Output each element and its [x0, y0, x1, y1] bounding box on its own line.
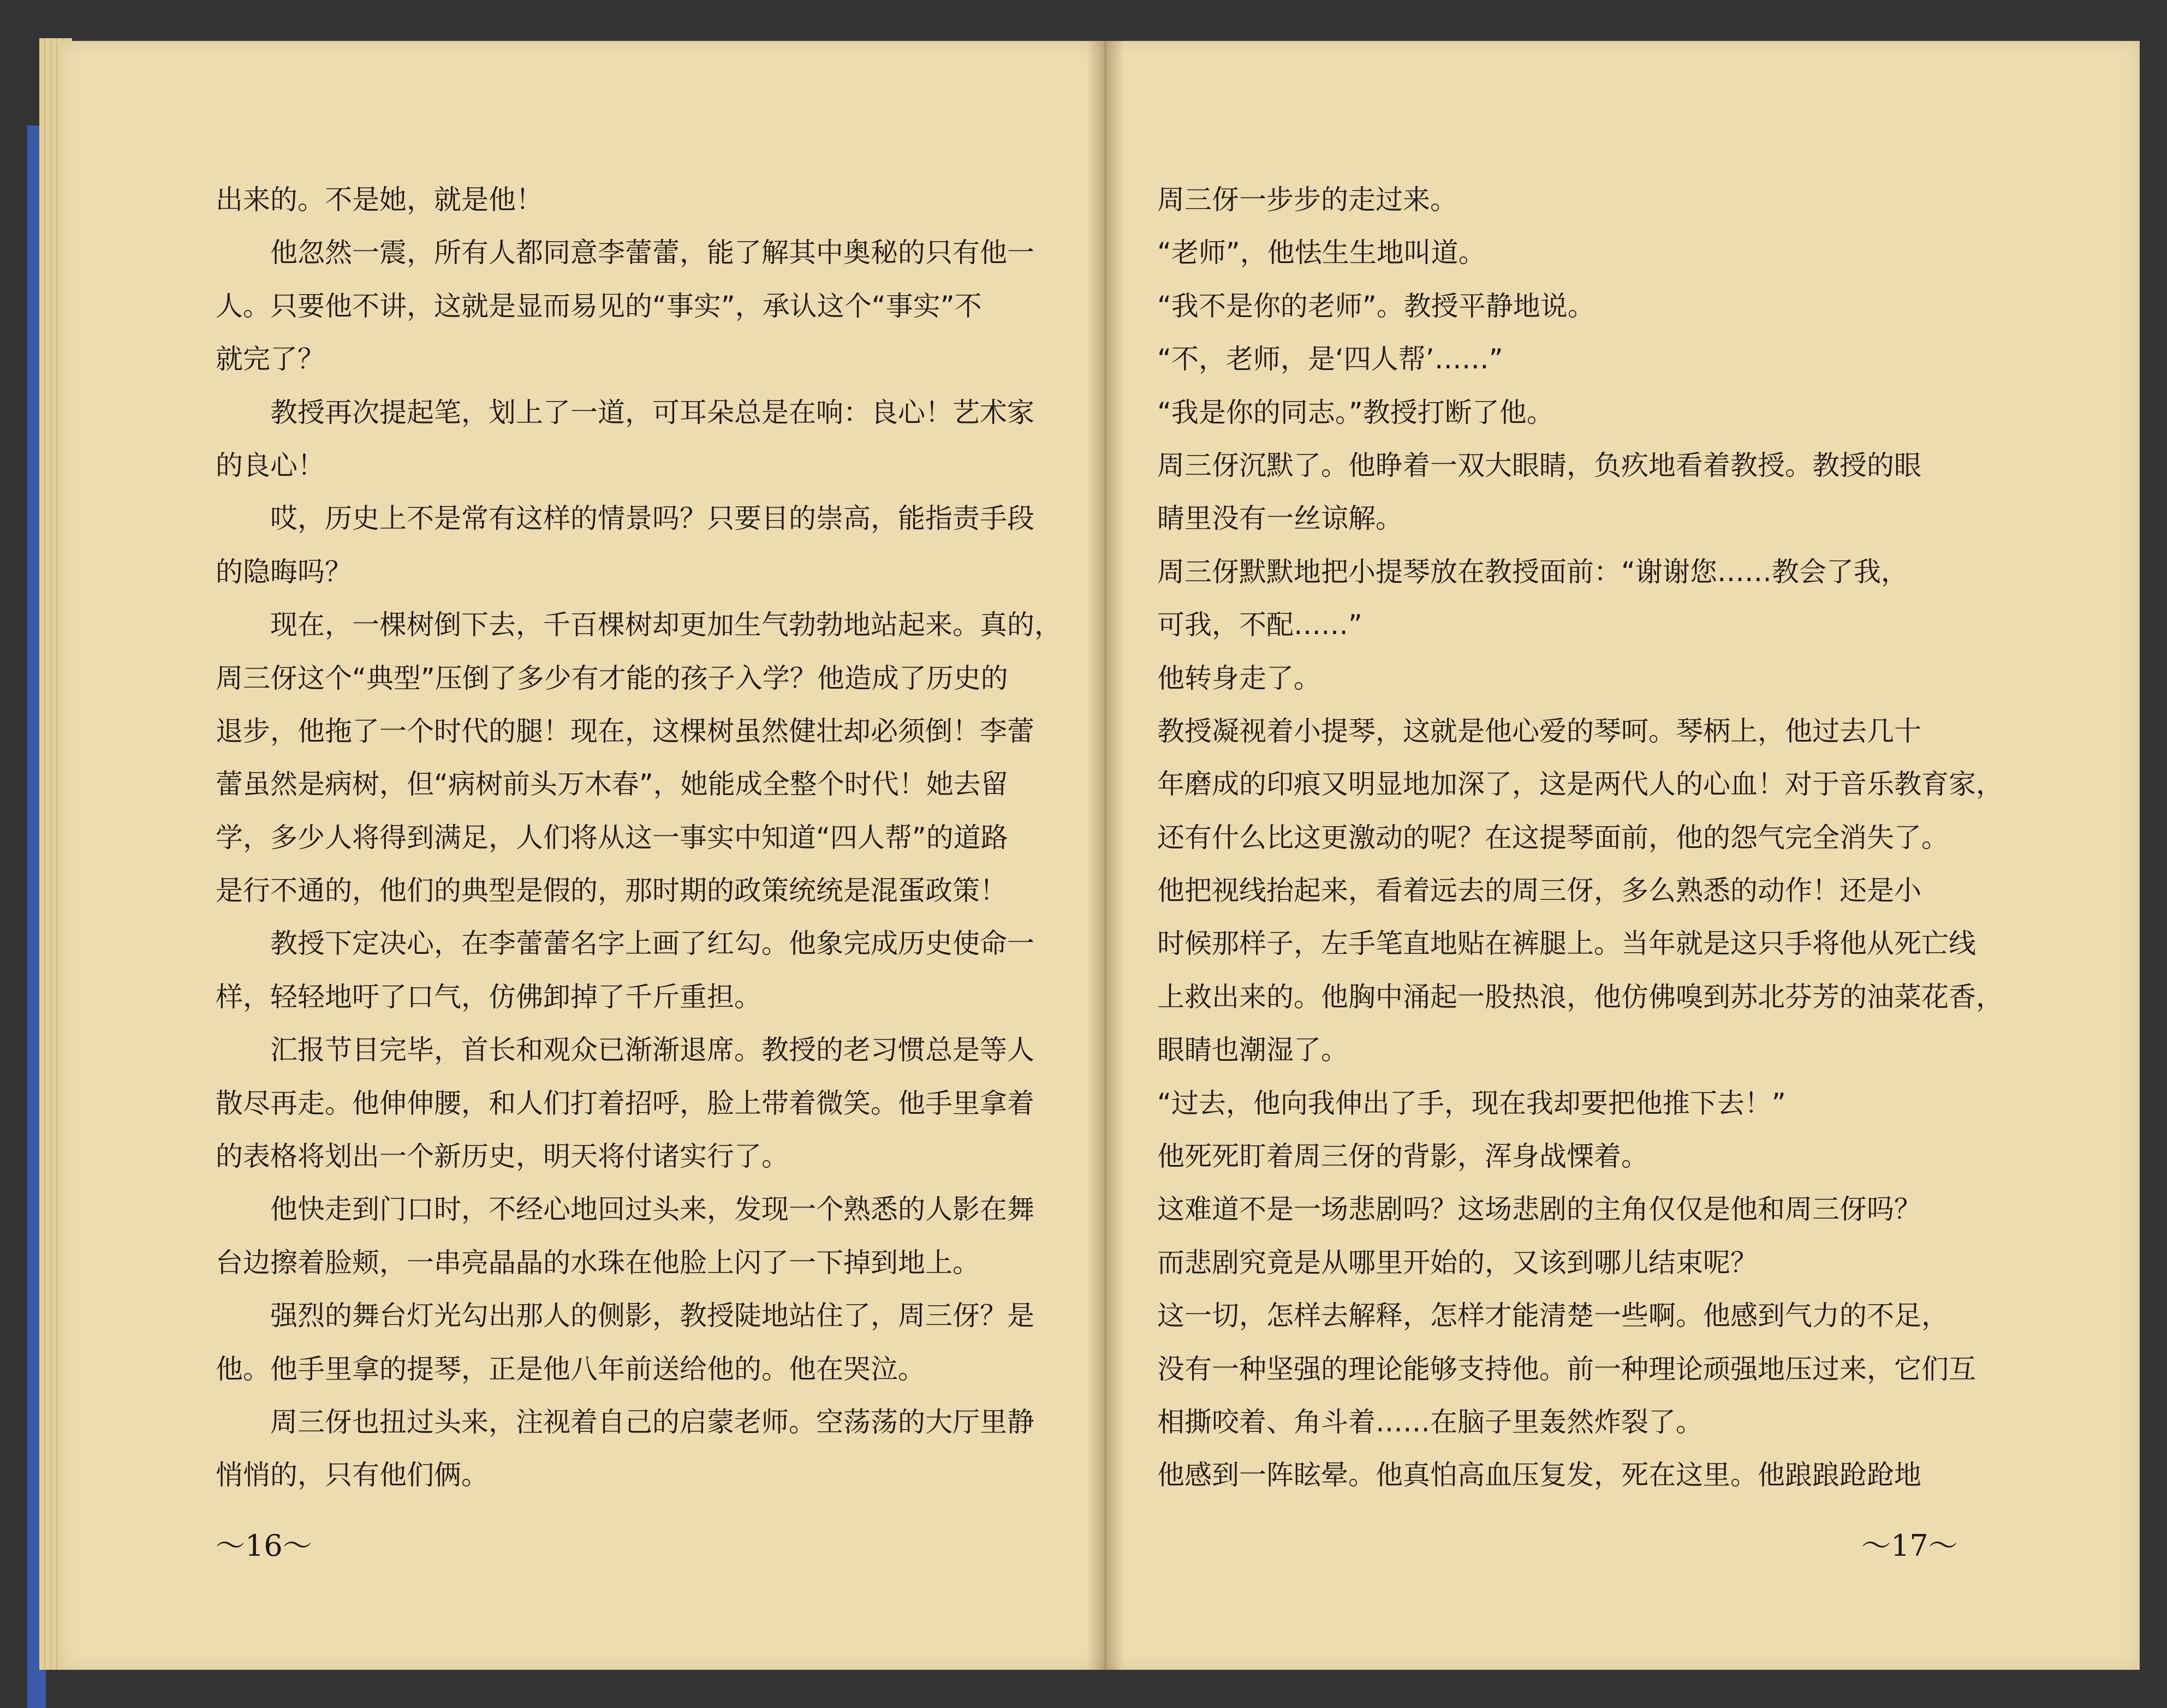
text-line: 上救出来的。他胸中涌起一股热浪，他仿佛嗅到苏北芬芳的油菜花香， — [1157, 981, 2003, 1013]
text-line: 这难道不是一场悲剧吗？这场悲剧的主角仅仅是他和周三伢吗？ — [1157, 1193, 1921, 1226]
text-line: 教授下定决心，在李蕾蕾名字上画了红勾。他象完成历史使命一 — [216, 928, 1034, 960]
text-line: 教授凝视着小提琴，这就是他心爱的琴呵。琴柄上，他过去几十 — [1157, 715, 1921, 747]
text-line: “我是你的同志。”教授打断了他。 — [1157, 396, 1554, 428]
text-line: 他死死盯着周三伢的背影，浑身战慄着。 — [1157, 1140, 1648, 1173]
text-line: 现在，一棵树倒下去，千百棵树却更加生气勃勃地站起来。真的， — [216, 609, 1062, 641]
text-line: “过去，他向我伸出了手，现在我却要把他推下去！” — [1157, 1087, 1786, 1119]
text-line: 可我，不配……” — [1157, 609, 1362, 641]
text-line: 悄悄的，只有他们俩。 — [216, 1459, 489, 1491]
text-line: 眼睛也潮湿了。 — [1157, 1034, 1348, 1066]
text-line: 的良心！ — [216, 449, 325, 481]
text-line: 这一切，怎样去解释，怎样才能清楚一些啊。他感到气力的不足， — [1157, 1300, 1949, 1332]
text-line: 没有一种坚强的理论能够支持他。前一种理论顽强地压过来，它们互 — [1157, 1353, 1976, 1385]
text-line: 样，轻轻地吁了口气，仿佛卸掉了千斤重担。 — [216, 981, 761, 1013]
text-line: 哎，历史上不是常有这样的情景吗？只要目的崇高，能指责手段 — [216, 503, 1034, 535]
page-number-right: ～17～ — [1861, 1528, 1958, 1563]
text-line: 周三伢一步步的走过来。 — [1157, 184, 1457, 216]
text-line: 而悲剧究竟是从哪里开始的，又该到哪儿结束呢？ — [1157, 1246, 1758, 1279]
text-line: 的表格将划出一个新历史，明天将付诸实行了。 — [216, 1140, 789, 1173]
text-line: 睛里没有一丝谅解。 — [1157, 503, 1403, 535]
text-line: “不，老师，是‘四人帮’……” — [1157, 343, 1503, 375]
page-number-left: ～16～ — [216, 1528, 312, 1563]
text-line: 出来的。不是她，就是他！ — [216, 184, 543, 216]
text-line: 的隐晦吗？ — [216, 556, 352, 588]
text-line: 他忽然一震，所有人都同意李蕾蕾，能了解其中奥秘的只有他一 — [216, 237, 1034, 269]
text-line: 他。他手里拿的提琴，正是他八年前送给他的。他在哭泣。 — [216, 1353, 925, 1385]
text-line: 周三伢也扭过头来，注视着自己的启蒙老师。空荡荡的大厅里静 — [216, 1406, 1034, 1438]
right-page-text — [1157, 174, 2003, 1502]
text-line: 年磨成的印痕又明显地加深了，这是两代人的心血！对于音乐教育家， — [1157, 768, 2003, 801]
text-line: 强烈的舞台灯光勾出那人的侧影，教授陡地站住了，周三伢？是 — [216, 1300, 1034, 1332]
book-gutter — [1086, 41, 1124, 1670]
text-line: 蕾虽然是病树，但“病树前头万木春”，她能成全整个时代！她去留 — [216, 768, 1008, 801]
text-line: 相撕咬着、角斗着……在脑子里轰然炸裂了。 — [1157, 1406, 1703, 1438]
text-line: 周三伢默默地把小提琴放在教授面前：“谢谢您……教会了我， — [1157, 556, 1908, 588]
text-line: 散尽再走。他伸伸腰，和人们打着招呼，脸上带着微笑。他手里拿着 — [216, 1087, 1034, 1119]
text-line: 教授再次提起笔，划上了一道，可耳朵总是在响：良心！艺术家 — [216, 396, 1034, 428]
text-line: 他感到一阵眩晕。他真怕高血压复发，死在这里。他踉踉跄跄地 — [1157, 1459, 1921, 1491]
text-line: 人。只要他不讲，这就是显而易见的“事实”，承认这个“事实”不 — [216, 290, 982, 322]
left-page-text — [216, 174, 1062, 1502]
text-line: 台边擦着脸颊，一串亮晶晶的水珠在他脸上闪了一下掉到地上。 — [216, 1246, 980, 1279]
text-line: 学，多少人将得到满足，人们将从这一事实中知道“四人帮”的道路 — [216, 821, 1008, 853]
text-line: 时候那样子，左手笔直地贴在裤腿上。当年就是这只手将他从死亡线 — [1157, 928, 1976, 960]
text-line: “我不是你的老师”。教授平静地说。 — [1157, 290, 1595, 322]
text-line: 汇报节目完毕，首长和观众已渐渐退席。教授的老习惯总是等人 — [216, 1034, 1034, 1066]
text-line: 他把视线抬起来，看着远去的周三伢，多么熟悉的动作！还是小 — [1157, 875, 1921, 907]
text-line: 周三伢这个“典型”压倒了多少有才能的孩子入学？他造成了历史的 — [216, 662, 1008, 694]
text-line: 退步，他拖了一个时代的腿！现在，这棵树虽然健壮却必须倒！李蕾 — [216, 715, 1034, 747]
text-line: 是行不通的，他们的典型是假的，那时期的政策统统是混蛋政策！ — [216, 875, 1007, 907]
text-line: “老师”，他怯生生地叫道。 — [1157, 237, 1486, 269]
text-line: 他转身走了。 — [1157, 662, 1321, 694]
text-line: 他快走到门口时，不经心地回过头来，发现一个熟悉的人影在舞 — [216, 1193, 1034, 1226]
text-line: 周三伢沉默了。他睁着一双大眼睛，负疚地看着教授。教授的眼 — [1157, 449, 1921, 481]
text-line: 就完了？ — [216, 343, 325, 375]
text-line: 还有什么比这更激动的呢？在这提琴面前，他的怨气完全消失了。 — [1157, 821, 1949, 853]
